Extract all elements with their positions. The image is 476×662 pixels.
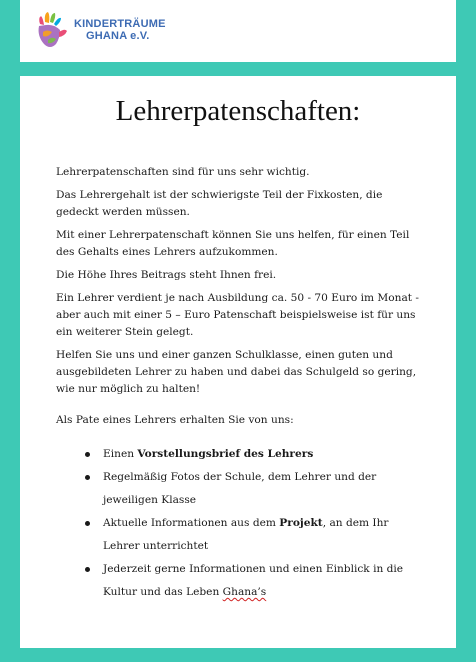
- list-item: [103, 558, 426, 604]
- bullet-icon: [85, 567, 90, 572]
- paragraph-help: Helfen Sie uns und einer ganzen Schulklasse, einen guten und ausgebildeten Lehrer zu haben und dabei das Schulgeld so gering, wie nur möglich zu halten!: [56, 349, 417, 395]
- benefits-list: [56, 443, 426, 604]
- list-item: [103, 466, 426, 512]
- colorful-hand-icon: [34, 10, 70, 52]
- bullet-icon: [85, 521, 90, 526]
- list-item-text: , an dem Ihr Lehrer unterrichtet: [103, 517, 389, 552]
- paragraph-amount: Die Höhe Ihres Beitrags steht Ihnen frei.: [56, 269, 277, 281]
- list-item-bold: Vorstellungsbrief des Lehrers: [137, 448, 314, 460]
- logo-line-2: GHANA e.V.: [86, 30, 150, 42]
- bullet-icon: [85, 475, 90, 480]
- paragraph-intro: Lehrerpatenschaften sind für uns sehr wichtig.: [56, 166, 310, 178]
- page-title: Lehrerpatenschaften:: [115, 95, 361, 127]
- list-item-text: Einen: [103, 448, 138, 460]
- logo-wordmark: [74, 18, 166, 42]
- list-item-bold: Projekt: [279, 517, 323, 529]
- list-item-text: Aktuelle Informationen aus dem: [103, 517, 280, 529]
- paragraph-earnings: Ein Lehrer verdient je nach Ausbildung ca. 50 - 70 Euro im Monat - aber auch mit einer 5 – Euro Patenschaft beispielsweise ist für uns ein weiterer Stein gelegt.: [56, 292, 419, 338]
- list-item: [103, 443, 426, 466]
- logo-line-1: KINDERTRÄUME: [74, 18, 166, 30]
- bullet-icon: [85, 452, 90, 457]
- list-item-text: Jederzeit gerne Informationen und einen Einblick in die Kultur und das Leben: [103, 563, 404, 598]
- document-page: [20, 76, 456, 648]
- spellcheck-underlined-word: Ghana’s: [222, 586, 267, 598]
- paragraph-sponsorship: Mit einer Lehrerpatenschaft können Sie uns helfen, für einen Teil des Gehalts eines Lehrers aufzukommen.: [56, 229, 410, 258]
- document-body: [56, 164, 426, 604]
- kindertraeume-logo[interactable]: [34, 10, 184, 52]
- paragraph-benefits-lead: Als Pate eines Lehrers erhalten Sie von uns:: [56, 414, 294, 426]
- list-item: [103, 512, 426, 558]
- header-bar: [20, 0, 456, 62]
- list-item-text: Regelmäßig Fotos der Schule, dem Lehrer und der jeweiligen Klasse: [103, 471, 377, 506]
- paragraph-salary: Das Lehrergehalt ist der schwierigste Teil der Fixkosten, die gedeckt werden müssen.: [56, 189, 383, 218]
